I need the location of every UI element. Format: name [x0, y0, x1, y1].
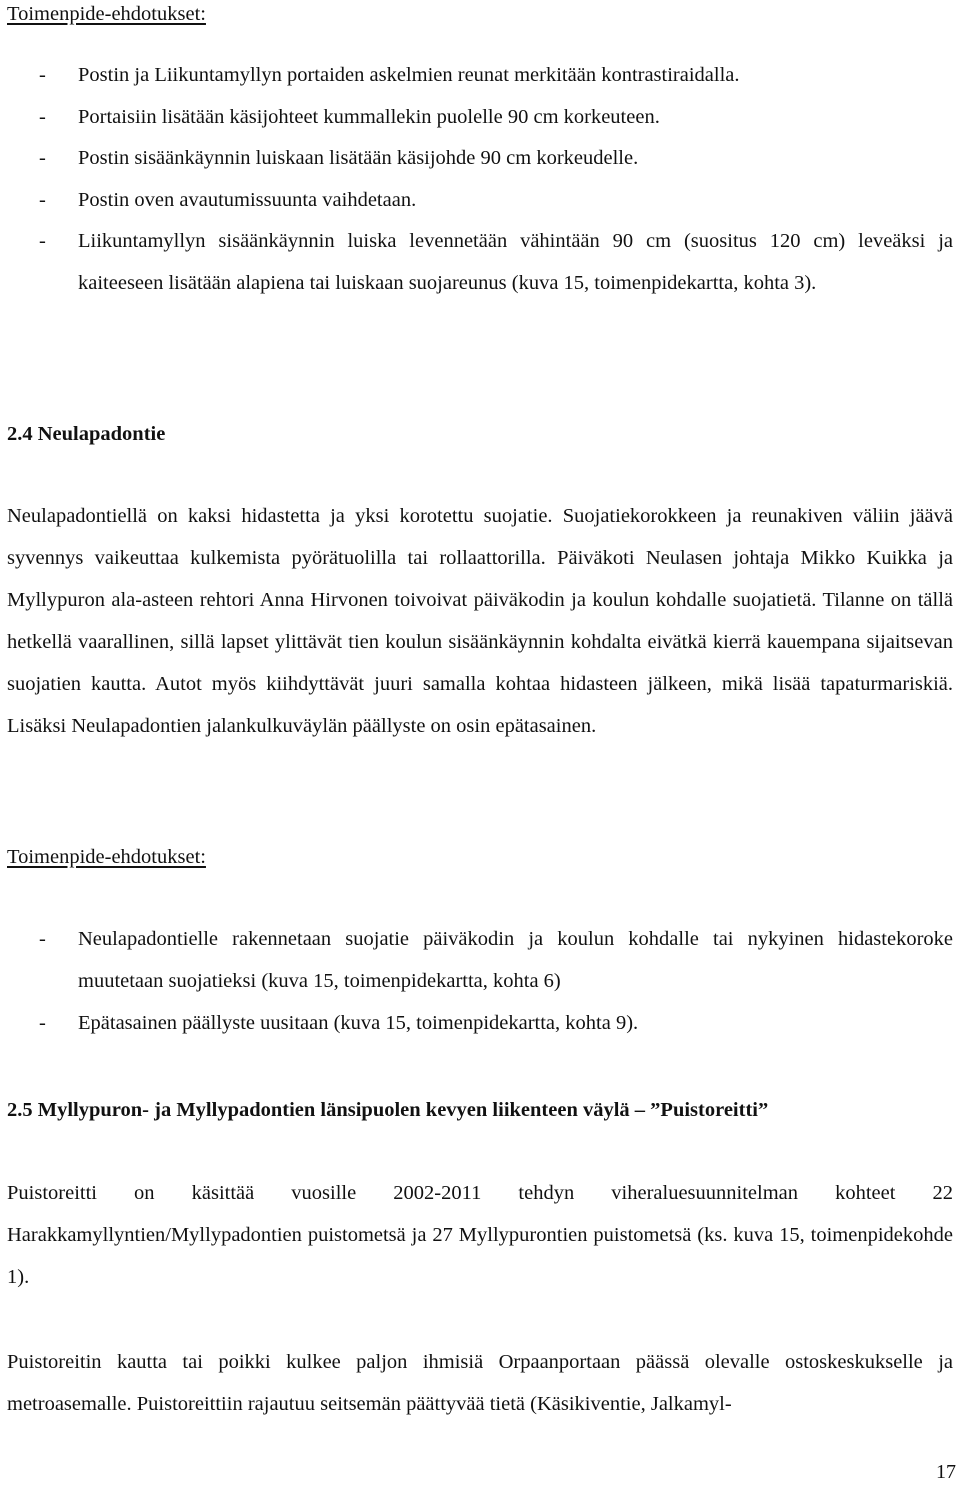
list-item-text: Postin ja Liikuntamyllyn portaiden askelmien reunat merkitään kontrastiraidalla.	[78, 64, 740, 86]
list-item-text: Epätasainen päällyste uusitaan (kuva 15, toimenpidekartta, kohta 9).	[78, 1012, 639, 1034]
list-item-text: Neulapadontielle rakennetaan suojatie päiväkodin ja koulun kohdalle tai nykyinen hidastekoroke muutetaan suojatieksi (kuva 15, toimenpidekartta, kohta 6)	[78, 928, 953, 992]
measures-list-2	[7, 918, 953, 1044]
list-item-text: Postin oven avautumissuunta vaihdetaan.	[78, 188, 417, 211]
measures-heading-1: Toimenpide-ehdotukset:	[7, 3, 206, 25]
bullet-dash: -	[39, 188, 46, 211]
bullet-dash: -	[39, 1012, 46, 1034]
section-title-neulapadontie: 2.4 Neulapadontie	[7, 423, 166, 445]
list-item-text: Liikuntamyllyn sisäänkäynnin luiska levennetään vähintään 90 cm (suositus 120 cm) leveäksi ja kaiteeseen lisätään alapiena tai luiskaan suojareunus (kuva 15, toimenpidekartta, kohta 3).	[78, 230, 953, 294]
section-paragraph-neulapadontie: Neulapadontiellä on kaksi hidastetta ja yksi korotettu suojatie. Suojatiekorokkeen ja reunakiven väliin jäävä syvennys vaikeuttaa kulkemista pyörätuolilla tai rollaattorilla. Päiväkoti Neulasen johtaja Mikko Kuikka ja Myllypuron ala-asteen rehtori Anna Hirvonen toivoivat päiväkodin ja koulun kohdalle suojatietä. Tilanne on tällä hetkellä vaarallinen, sillä lapset ylittävät tien koulun sisäänkäynnin kohdalta eivätkä kierrä kauempana sijaitsevan suojatien kautta. Autot myös kiihdyttävät juuri samalla kohtaa hidasteen jälkeen, mikä lisää tapaturmariskiä. Lisäksi Neulapadontien jalankulkuväylän päällyste on osin epätasainen.	[7, 505, 953, 737]
list-item	[7, 138, 953, 180]
measures-heading-2: Toimenpide-ehdotukset:	[7, 846, 206, 868]
bullet-dash: -	[39, 64, 46, 86]
list-item	[7, 55, 953, 97]
list-item-text: Postin sisäänkäynnin luiskaan lisätään käsijohde 90 cm korkeudelle.	[78, 147, 639, 169]
list-item	[7, 1002, 953, 1044]
list-item	[7, 97, 953, 139]
page-number: 17	[936, 1461, 956, 1483]
section-paragraph-puistoreitti-2: Puistoreitin kautta tai poikki kulkee paljon ihmisiä Orpaanportaan päässä olevalle ostoskeskukselle ja metroasemalle. Puistoreittiin rajautuu seitsemän päättyvää tietä (Käsikiventie, Jalkamyl-	[7, 1351, 953, 1415]
bullet-dash: -	[39, 928, 46, 950]
section-title-puistoreitti: 2.5 Myllypuron- ja Myllypadontien länsipuolen kevyen liikenteen väylä – ”Puistoreitti”	[7, 1099, 769, 1121]
bullet-dash: -	[39, 105, 46, 128]
bullet-dash: -	[39, 147, 46, 169]
section-paragraph-puistoreitti-1: Puistoreitti on käsittää vuosille 2002-2011 tehdyn viheraluesuunnitelman kohteet 22 Harakkamyllyntien/Myllypadontien puistometsä ja 27 Myllypurontien puistometsä (ks. kuva 15, toimenpidekohde 1).	[7, 1182, 953, 1288]
measures-list-1	[7, 55, 953, 304]
list-item	[7, 918, 953, 1002]
list-item	[7, 221, 953, 304]
list-item-text: Portaisiin lisätään käsijohteet kummallekin puolelle 90 cm korkeuteen.	[78, 105, 660, 128]
bullet-dash: -	[39, 230, 46, 252]
list-item	[7, 180, 953, 222]
